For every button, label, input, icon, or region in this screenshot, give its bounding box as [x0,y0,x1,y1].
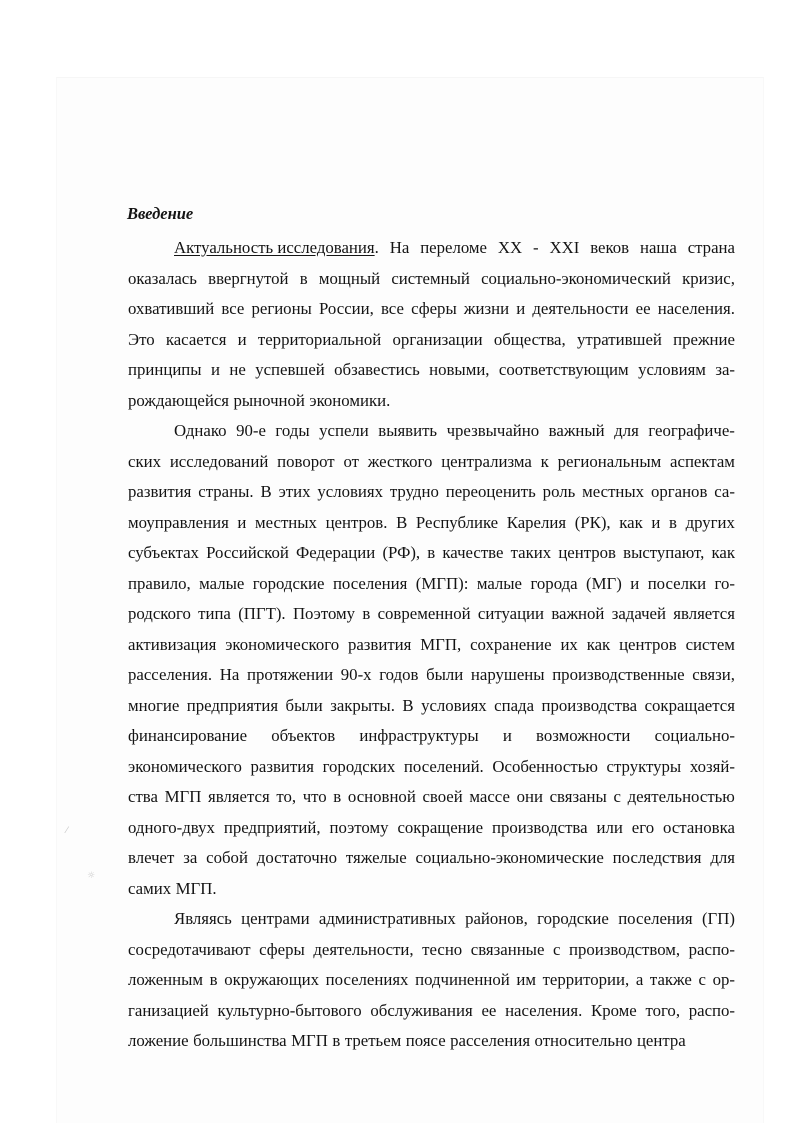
paragraph-relevance [128,233,735,416]
word: Карелия [506,512,567,532]
word: В [396,512,408,532]
word: поясе [405,1031,446,1050]
word: социально- [654,726,735,745]
word: МГП [291,1031,328,1050]
word: финансирование [128,726,248,745]
word: местных [582,482,645,501]
word: чрезвычайно [446,421,540,440]
word: органов [650,482,708,501]
word: (ГП) [701,909,735,928]
word: рыночной [233,390,305,410]
text-line [128,538,735,569]
word: экономики. [309,390,391,410]
word: экономического [225,634,340,654]
word: своей [422,787,463,806]
word: Однако [174,421,227,440]
word: мощный [318,268,381,288]
word: переоценить [445,482,536,501]
text-line [128,843,735,874]
word: сохранение [470,634,552,654]
word: расселения [450,1031,531,1050]
word: в [299,268,308,288]
word: ситуации [477,604,545,623]
word: закрыты. [330,695,395,715]
word: районов, [465,909,528,928]
word: предприятия [186,695,279,715]
word: тесно [422,939,463,959]
word: прежние [673,329,735,349]
word: централизма [441,451,532,471]
word: подчиненной [415,970,510,989]
text-line [128,782,735,813]
word: обзавестись [334,360,420,379]
word: правило, [128,573,191,593]
word: соответствующим [498,360,629,379]
word: поселки [647,573,707,593]
word: населения. [657,299,735,318]
underlined-lead-phrase: Актуальность исследования [174,238,375,257]
text-line [128,752,735,783]
word: региональным [557,451,662,471]
text-line [128,935,735,966]
word: принципы [128,360,202,379]
word: таких [510,543,552,562]
word: с [552,939,561,959]
word: условиях [421,695,487,715]
text-line [128,904,735,935]
scan-artifact-mark: ⁄ [66,826,68,836]
word: утратившей [576,329,662,349]
text-line [128,996,735,1027]
text-line [128,721,735,752]
word: с [613,787,621,806]
word: выступают, [623,543,705,562]
word: объектов [271,726,336,745]
word: и [502,726,512,745]
word: то, [276,787,297,806]
text-line [128,599,735,630]
word: сферы [259,939,305,959]
word: XX [497,238,523,257]
word: веков [590,238,630,257]
word: ганизацией [128,1000,209,1020]
word: развития [250,756,314,776]
paragraph-nineties [128,416,735,904]
word: России, [319,299,374,318]
word: тяжелые [345,848,407,867]
word: МГП. [175,878,217,898]
word: касается [165,329,227,349]
word: страна [687,238,735,257]
word: ложенным [128,970,204,989]
text-line [128,630,735,661]
word: сокращается [644,695,735,715]
word: Особенностью [492,756,598,776]
word: является [673,604,735,623]
word: условиям [638,360,706,379]
word: влечет [128,848,175,867]
text-line [128,508,735,539]
word: малые [476,573,523,593]
word: поселениях [325,970,409,989]
word: в [427,543,436,562]
word: протяжении [246,665,334,684]
word: города [530,573,578,593]
scan-artifact-mark: ☼ [87,871,96,881]
word: деятельности [532,299,629,318]
word: годы [275,421,310,440]
text-line [128,660,735,691]
text-line [128,386,735,417]
word: Являясь [174,909,232,928]
word: в [209,970,218,989]
word: типа [198,604,231,623]
word: ее [635,299,651,318]
word: условиях [317,482,383,501]
word: и [237,329,247,349]
word: связаны [549,787,607,806]
word: задачей [611,604,666,623]
document-body [128,203,735,1057]
word: - [533,238,539,257]
word: кризис, [682,268,735,288]
word: окружающих [224,970,320,989]
word: Это [128,329,155,349]
word: качестве [442,543,504,562]
word: городские [252,573,325,593]
text-line [128,447,735,478]
word: все [380,299,404,318]
word: В [402,695,414,715]
word: современной [377,604,471,623]
word: для [710,848,735,867]
word: были [285,695,323,715]
word: последствия [612,848,702,867]
word: Кроме [591,1000,637,1020]
word: развития [128,482,192,501]
word: малые [199,573,245,593]
word: за- [715,360,735,379]
word: поселений. [403,756,484,776]
word: городских [322,756,396,776]
word: (ПГТ). [238,604,286,623]
word: самих [128,878,172,898]
word: центров. [325,512,388,532]
word: важный [548,421,605,440]
word: Поэтому [292,604,356,623]
word: поэтому [329,817,389,837]
word: XXI [549,238,580,257]
word: многие [128,695,180,715]
word: жизни [463,299,510,318]
word: важной [551,604,605,623]
word: большинства [193,1031,287,1050]
word: что [302,787,327,806]
word: предприятий, [223,817,321,837]
word: массе [469,787,510,806]
word: ввергнутой [208,268,289,288]
word: и [630,573,640,593]
word: также [649,970,692,989]
word: как [619,512,643,532]
word: и [516,299,526,318]
word: Республике [415,512,499,532]
word: поселения [332,573,408,593]
word: как [711,543,735,562]
word: обслуживания [370,1000,473,1020]
word: сокращение [397,817,484,837]
word: производства [541,695,638,715]
word: достаточно [256,848,338,867]
word: ских [128,451,161,471]
word: производством, [568,939,681,959]
word: наша [639,238,677,257]
word: (МГП): [415,573,469,593]
word: остановка [663,817,735,837]
word: В [260,482,272,501]
word: го- [714,573,735,593]
word: территории, [542,970,630,989]
word: за [183,848,198,867]
word: распо- [688,939,735,959]
word: годов [379,665,419,684]
text-line [128,965,735,996]
text-line [128,233,735,264]
word: и [210,360,220,379]
word: выявить [378,421,438,440]
word: исследований [169,451,269,471]
word: охвативший [128,299,215,318]
word: структуры [606,756,682,776]
word: территориальной [257,329,382,349]
word: распо- [688,1000,735,1020]
word: ства [128,787,158,806]
word: не [229,360,246,379]
text-line [128,1026,735,1057]
word: им [516,970,536,989]
word: производства [492,817,588,837]
section-heading: Введение [127,204,194,223]
text-line [128,691,735,722]
word: аспектам [670,451,735,471]
word: этих [278,482,311,501]
word: оказалась [128,268,197,288]
word: от [343,451,359,471]
word: Российской [206,543,289,562]
word: сосредотачивают [128,939,251,959]
word: его [631,817,655,837]
word: центров [619,634,677,654]
word: все [221,299,245,318]
word: для [614,421,639,440]
word: организации [392,329,483,349]
word: На [219,665,240,684]
word: ее [481,1000,497,1020]
word: местных [255,512,317,532]
word: экономического [128,756,242,776]
word: связи, [692,665,735,684]
word: моуправления [128,512,229,532]
word: как [586,634,611,654]
word: развития [347,634,412,654]
word: сферы [411,299,457,318]
text-line [128,813,735,844]
word: с [698,970,706,989]
word: городские [537,909,609,928]
word: 90-х [340,665,372,684]
word: населения. [505,1000,583,1020]
word: других [685,512,735,532]
word: культурно-бытового [217,1000,362,1020]
word: центрами [241,909,310,928]
word: в [362,604,371,623]
text-line [128,325,735,356]
word: МГП, [420,634,462,654]
word: системный [391,268,470,288]
word: На [389,238,410,257]
word: Актуальность исследования. [174,238,379,257]
word: успели [319,421,369,440]
word: инфраструктуры [359,726,479,745]
word: того, [645,1000,681,1020]
word: а [635,970,644,989]
word: социально-экономический [481,268,671,288]
word: поворот [277,451,335,471]
word: рождающейся [128,390,229,410]
text-line [128,416,735,447]
word: спада [494,695,535,715]
text-line [128,874,735,905]
word: были [426,665,464,684]
word: Федерации [296,543,376,562]
word: третьем [344,1031,402,1050]
word: нарушены [470,665,545,684]
word: (РФ), [382,543,421,562]
word: систем [685,634,735,654]
text-line [128,569,735,600]
word: ор- [712,970,735,989]
word: жесткого [367,451,433,471]
word: МГП [164,787,202,806]
paragraph-administrative-centers [128,904,735,1057]
word: собой [206,848,248,867]
word: (РК), [574,512,611,532]
word: в [332,1031,341,1050]
text-line [128,355,735,386]
word: географиче- [648,421,735,440]
word: общества, [493,329,566,349]
word: возможности [536,726,631,745]
word: активизация [128,634,217,654]
text-line [128,264,735,295]
word: и [237,512,247,532]
word: центров [558,543,616,562]
word: они [516,787,543,806]
word: переломе [420,238,487,257]
word: социально-экономические [415,848,604,867]
word: субъектах [128,543,199,562]
word: ложение [128,1031,189,1050]
word: расселения. [128,665,213,684]
word: производственные [552,665,685,684]
word: поселения [618,909,693,928]
word: относительно [534,1031,633,1050]
word: административных [318,909,456,928]
word: одного-двух [128,817,215,837]
word: центра [636,1031,686,1050]
word: 90-е [236,421,266,440]
word: родского [128,604,191,623]
word: деятельностью [627,787,735,806]
word: основной [347,787,416,806]
word: является [208,787,270,806]
word: страны. [198,482,254,501]
word: роль [542,482,576,501]
word: в [669,512,677,532]
word: деятельности, [313,939,414,959]
word: их [560,634,578,654]
word: са- [714,482,735,501]
word: успевшей [255,360,325,379]
word: связанные [470,939,545,959]
word: к [540,451,549,471]
text-line [128,294,735,325]
word: трудно [389,482,439,501]
word: новыми, [429,360,490,379]
word: (МГ) [586,573,622,593]
word: или [596,817,623,837]
text-line [128,477,735,508]
word: регионы [251,299,312,318]
word: в [333,787,342,806]
word: хозяй- [689,756,735,776]
word: и [651,512,661,532]
